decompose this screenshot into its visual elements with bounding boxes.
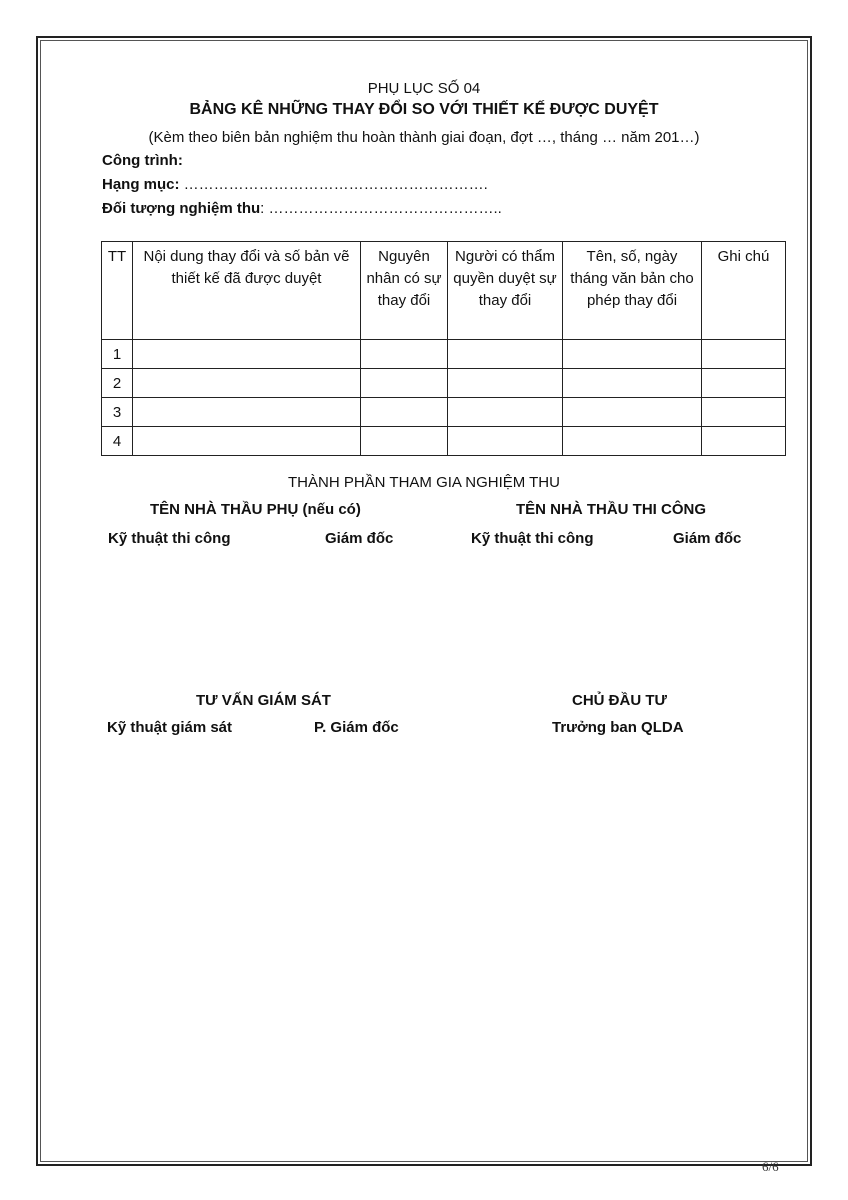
contractor-director: Giám đốc bbox=[673, 530, 742, 547]
row-number: 2 bbox=[102, 369, 133, 398]
table-cell bbox=[563, 340, 702, 369]
table-row bbox=[102, 340, 786, 369]
table-cell bbox=[133, 340, 361, 369]
header-reason: Nguyên nhân có sự thay đổi bbox=[361, 242, 448, 340]
table-cell bbox=[702, 340, 786, 369]
page-number: 6/6 bbox=[762, 1159, 779, 1174]
table-cell bbox=[133, 369, 361, 398]
changes-table bbox=[101, 241, 786, 456]
item-dots: ……………………………………………………. bbox=[179, 176, 488, 193]
supervisor-technical: Kỹ thuật giám sát bbox=[107, 719, 233, 736]
table-cell bbox=[361, 340, 448, 369]
appendix-label: PHỤ LỤC SỐ 04 bbox=[367, 80, 481, 97]
table-cell bbox=[702, 398, 786, 427]
document-subtitle: (Kèm theo biên bản nghiệm thu hoàn thành giai đoạn, đợt …, tháng … năm 201…) bbox=[148, 129, 700, 146]
table-cell bbox=[563, 369, 702, 398]
header-tt: TT bbox=[102, 242, 133, 340]
object-label: Đối tượng nghiệm thu bbox=[102, 200, 261, 217]
table-cell bbox=[563, 427, 702, 456]
supervisor-heading: TƯ VẤN GIÁM SÁT bbox=[196, 692, 331, 709]
table-row bbox=[102, 369, 786, 398]
table-cell bbox=[133, 398, 361, 427]
contractor-technical: Kỹ thuật thi công bbox=[471, 530, 594, 547]
header-document: Tên, số, ngày tháng văn bản cho phép thay đổi bbox=[563, 242, 702, 340]
subcontractor-heading: TÊN NHÀ THẦU PHỤ (nếu có) bbox=[150, 501, 361, 518]
supervisor-deputy-director: P. Giám đốc bbox=[314, 719, 399, 736]
investor-project-head: Trưởng ban QLDA bbox=[552, 719, 684, 736]
table-cell bbox=[361, 398, 448, 427]
project-label: Công trình: bbox=[102, 152, 183, 169]
subcontractor-director: Giám đốc bbox=[325, 530, 394, 547]
table-cell bbox=[448, 427, 563, 456]
table-cell bbox=[448, 398, 563, 427]
table-cell bbox=[702, 369, 786, 398]
row-number: 4 bbox=[102, 427, 133, 456]
table-cell bbox=[702, 427, 786, 456]
row-number: 3 bbox=[102, 398, 133, 427]
contractor-heading: TÊN NHÀ THẦU THI CÔNG bbox=[516, 501, 706, 518]
subcontractor-technical: Kỹ thuật thi công bbox=[108, 530, 231, 547]
object-dots: : ……………………………………….. bbox=[260, 200, 502, 217]
document-title: BẢNG KÊ NHỮNG THAY ĐỔI SO VỚI THIẾT KẾ ĐƯỢC DUYỆT bbox=[189, 101, 659, 118]
item-field bbox=[102, 176, 488, 193]
investor-heading: CHỦ ĐẦU TƯ bbox=[572, 692, 667, 709]
table-cell bbox=[361, 369, 448, 398]
table-cell bbox=[563, 398, 702, 427]
table-cell bbox=[361, 427, 448, 456]
table-cell bbox=[133, 427, 361, 456]
participants-heading: THÀNH PHẦN THAM GIA NGHIỆM THU bbox=[288, 474, 560, 491]
header-content: Nội dung thay đổi và số bản vẽ thiết kế đã được duyệt bbox=[133, 242, 361, 340]
object-field bbox=[102, 200, 502, 217]
table-cell bbox=[448, 340, 563, 369]
table-row bbox=[102, 427, 786, 456]
header-authority: Người có thẩm quyền duyệt sự thay đổi bbox=[448, 242, 563, 340]
header-note: Ghi chú bbox=[702, 242, 786, 340]
table-row bbox=[102, 398, 786, 427]
item-label: Hạng mục: bbox=[102, 176, 180, 193]
row-number: 1 bbox=[102, 340, 133, 369]
table-cell bbox=[448, 369, 563, 398]
project-field bbox=[102, 152, 183, 169]
table-header-row bbox=[102, 242, 786, 340]
